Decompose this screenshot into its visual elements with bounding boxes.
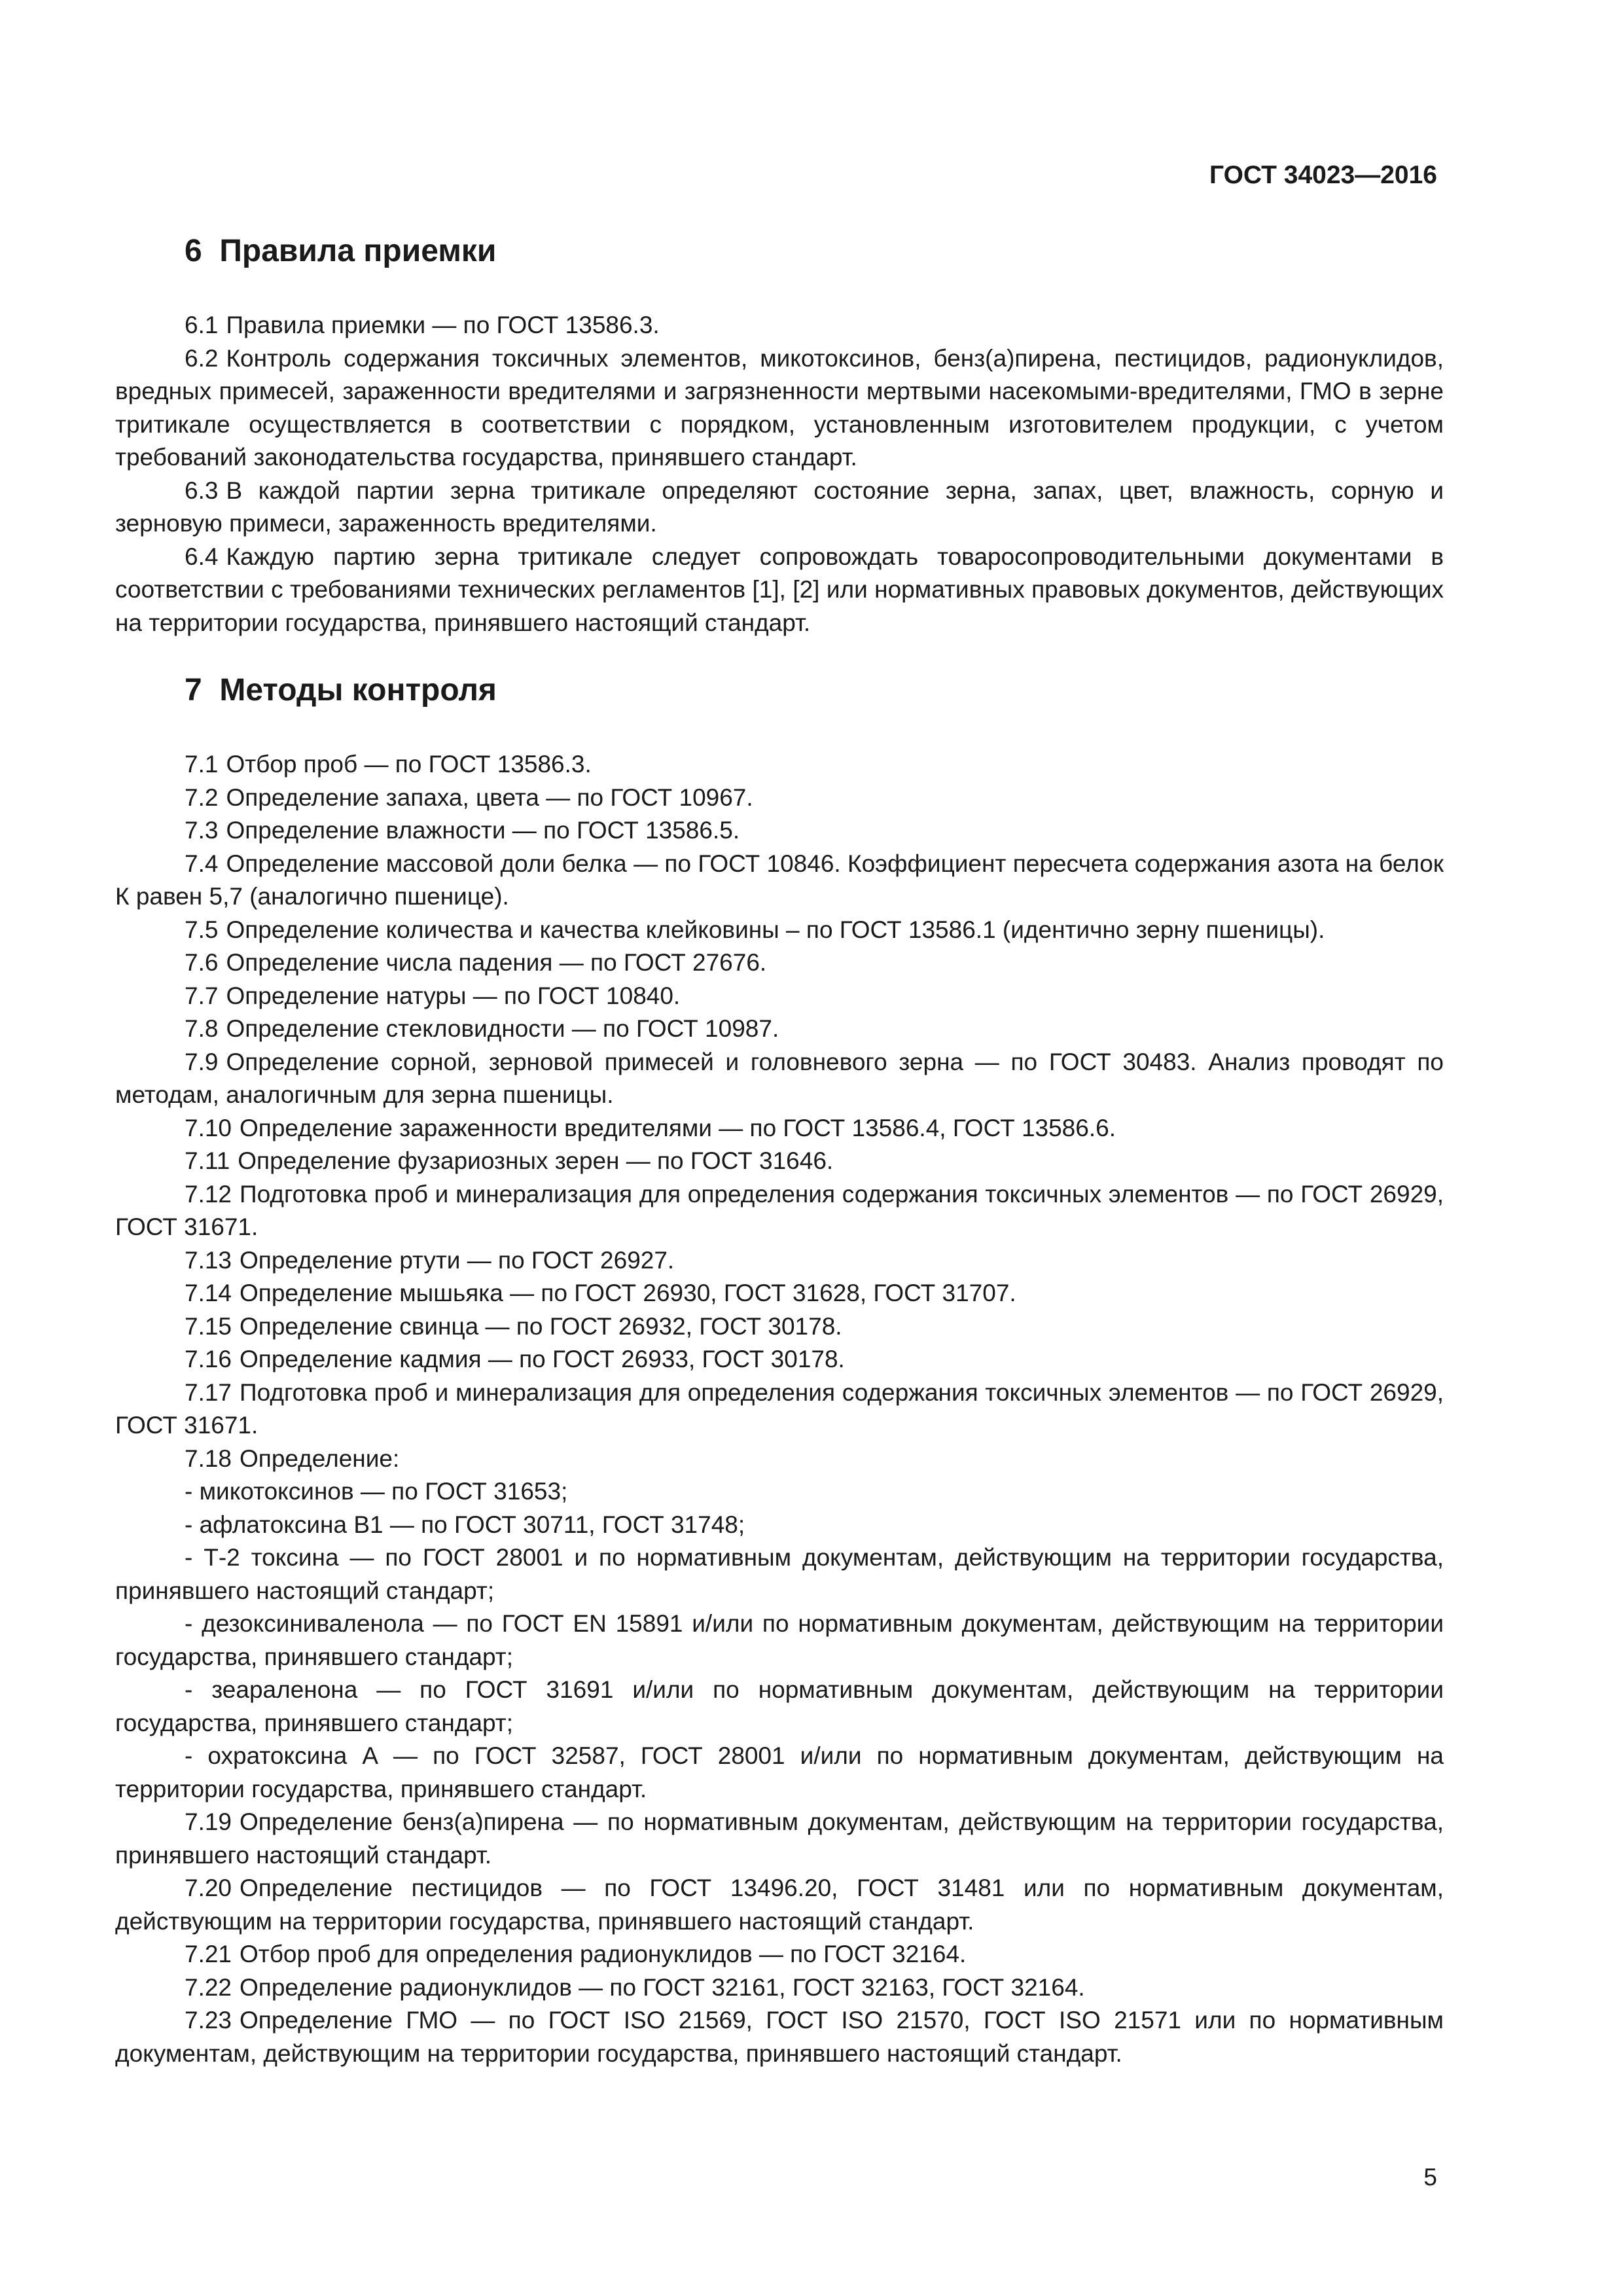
section-6-title: Правила приемки bbox=[219, 234, 497, 268]
paragraph-7-22: 7.22 Определение радионуклидов — по ГОСТ 32161, ГОСТ 32163, ГОСТ 32164. bbox=[185, 1973, 1085, 2001]
paragraph-7-23: 7.23 Определение ГМО — по ГОСТ ISO 21569, ГОСТ ISO 21570, ГОСТ ISO 21571 или по нормативным документам, действующим на территории государства, принявшего настоящий стандарт. bbox=[115, 2007, 1444, 2067]
paragraph-7-10: 7.10 Определение зараженности вредителями — по ГОСТ 13586.4, ГОСТ 13586.6. bbox=[185, 1114, 1116, 1141]
paragraph-6-4: 6.4 Каждую партию зерна тритикале следует сопровождать товаросопроводительными документами в соответствии с требованиями технических регламентов [1], [2] или нормативных правовых документов, действующих на территории государства, принявшего настоящий стандарт. bbox=[115, 543, 1444, 636]
paragraph-6-3: 6.3 В каждой партии зерна тритикале определяют состояние зерна, запах, цвет, влажность, сорную и зерновую примеси, зараженность вредителями. bbox=[115, 476, 1444, 537]
list-item: - дезоксиниваленола — по ГОСТ EN 15891 и/или по нормативным документам, действующим на территории государства, принявшего стандарт; bbox=[115, 1610, 1444, 1670]
paragraph-7-3: 7.3 Определение влажности — по ГОСТ 13586.5. bbox=[185, 817, 740, 844]
paragraph-7-17: 7.17 Подготовка проб и минерализация для определения содержания токсичных элементов — по ГОСТ 26929, ГОСТ 31671. bbox=[115, 1378, 1444, 1439]
paragraph-7-4: 7.4 Определение массовой доли белка — по ГОСТ 10846. Коэффициент пересчета содержания азота на белок К равен 5,7 (аналогично пшенице). bbox=[115, 850, 1444, 910]
paragraph-7-9: 7.9 Определение сорной, зерновой примесей и головневого зерна — по ГОСТ 30483. Анализ проводят по методам, аналогичным для зерна пшеницы. bbox=[115, 1048, 1444, 1108]
list-item: - микотоксинов — по ГОСТ 31653; bbox=[185, 1478, 568, 1505]
paragraph-7-11: 7.11 Определение фузариозных зерен — по ГОСТ 31646. bbox=[185, 1147, 834, 1174]
paragraph-7-19: 7.19 Определение бенз(а)пирена — по нормативным документам, действующим на территории государства, принявшего настоящий стандарт. bbox=[115, 1808, 1444, 1869]
paragraph-7-6: 7.6 Определение числа падения — по ГОСТ 27676. bbox=[185, 949, 767, 976]
paragraph-7-2: 7.2 Определение запаха, цвета — по ГОСТ 10967. bbox=[185, 783, 753, 811]
list-item: - зеараленона — по ГОСТ 31691 и/или по нормативным документам, действующим на территории государства, принявшего стандарт; bbox=[115, 1676, 1444, 1736]
section-6-number: 6 bbox=[185, 234, 202, 268]
paragraph-7-1: 7.1 Отбор проб — по ГОСТ 13586.3. bbox=[185, 751, 592, 778]
paragraph-7-14: 7.14 Определение мышьяка — по ГОСТ 26930, ГОСТ 31628, ГОСТ 31707. bbox=[185, 1280, 1016, 1306]
paragraph-7-13: 7.13 Определение ртути — по ГОСТ 26927. bbox=[185, 1246, 675, 1274]
list-item: - афлатоксина В1 — по ГОСТ 30711, ГОСТ 31748; bbox=[185, 1511, 745, 1538]
page-number: 5 bbox=[1423, 2164, 1437, 2191]
paragraph-7-21: 7.21 Отбор проб для определения радионуклидов — по ГОСТ 32164. bbox=[185, 1941, 967, 1967]
paragraph-7-5: 7.5 Определение количества и качества клейковины – по ГОСТ 13586.1 (идентично зерну пшеницы). bbox=[185, 916, 1325, 943]
section-7-title: Методы контроля bbox=[219, 673, 497, 708]
paragraph-7-18: 7.18 Определение: bbox=[185, 1444, 400, 1472]
paragraph-7-8: 7.8 Определение стекловидности — по ГОСТ 10987. bbox=[185, 1015, 779, 1042]
paragraph-6-2: 6.2 Контроль содержания токсичных элементов, микотоксинов, бенз(а)пирена, пестицидов, радионуклидов, вредных примесей, зараженности вредителями и загрязненности мертвыми насекомыми-вредителями, ГМО в зерне тритикале осуществляется в соответствии с порядком, установленным изготовителем продукции, с учетом требований законодательства государства, принявшего стандарт. bbox=[115, 344, 1444, 471]
document-body bbox=[115, 230, 1444, 2070]
list-item: - Т-2 токсина — по ГОСТ 28001 и по нормативным документам, действующим на территории государства, принявшего настоящий стандарт; bbox=[115, 1544, 1444, 1604]
list-item: - охратоксина А — по ГОСТ 32587, ГОСТ 28001 и/или по нормативным документам, действующим на территории государства, принявшего стандарт. bbox=[115, 1742, 1444, 1803]
section-7-heading bbox=[115, 670, 1444, 711]
section-7-number: 7 bbox=[185, 673, 202, 708]
paragraph-7-16: 7.16 Определение кадмия — по ГОСТ 26933, ГОСТ 30178. bbox=[185, 1346, 845, 1372]
paragraph-7-15: 7.15 Определение свинца — по ГОСТ 26932, ГОСТ 30178. bbox=[185, 1312, 842, 1340]
paragraph-6-1: 6.1 Правила приемки — по ГОСТ 13586.3. bbox=[185, 312, 660, 338]
paragraph-7-7: 7.7 Определение натуры — по ГОСТ 10840. bbox=[185, 982, 681, 1009]
paragraph-7-12: 7.12 Подготовка проб и минерализация для определения содержания токсичных элементов — по ГОСТ 26929, ГОСТ 31671. bbox=[115, 1180, 1444, 1240]
section-6-heading bbox=[115, 230, 1444, 272]
document-header: ГОСТ 34023—2016 bbox=[1209, 161, 1437, 189]
paragraph-7-20: 7.20 Определение пестицидов — по ГОСТ 13496.20, ГОСТ 31481 или по нормативным документам, действующим на территории государства, принявшего настоящий стандарт. bbox=[115, 1874, 1444, 1935]
